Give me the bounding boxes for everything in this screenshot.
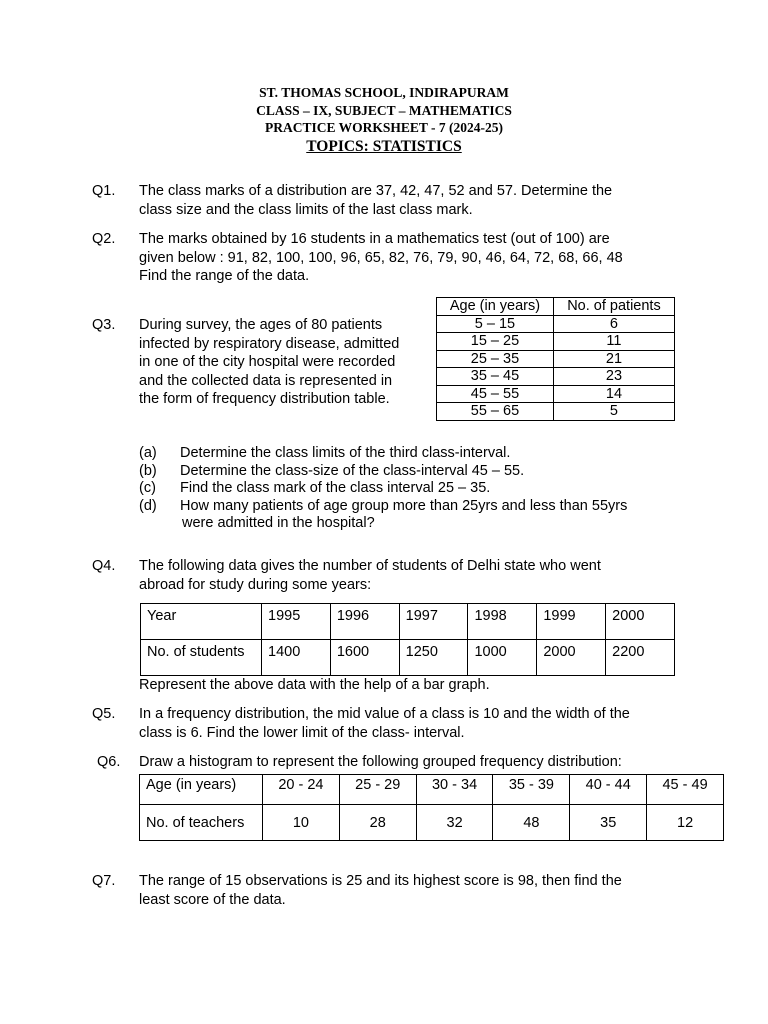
- table-cell: 32: [416, 805, 493, 841]
- subpart-text: Determine the class limits of the third class-interval.: [180, 445, 511, 461]
- table-cell: 1999: [537, 604, 606, 640]
- subpart-text: How many patients of age group more than 25yrs and less than 55yrs: [180, 497, 628, 514]
- table-cell: 35: [570, 805, 647, 841]
- subpart-a: [139, 445, 627, 463]
- table-row: [437, 315, 675, 333]
- table-cell: 6: [553, 315, 674, 333]
- question-number: Q1.: [92, 183, 116, 199]
- question-number: Q5.: [92, 706, 116, 722]
- school-name: ST. THOMAS SCHOOL, INDIRAPURAM: [259, 85, 509, 100]
- table-cell: 1998: [468, 604, 537, 640]
- question-line: the form of frequency distribution table.: [139, 391, 390, 407]
- question-line: given below : 91, 82, 100, 100, 96, 65, 82, 76, 79, 90, 46, 64, 72, 68, 66, 48: [139, 249, 623, 266]
- subpart-text: were admitted in the hospital?: [182, 515, 375, 531]
- column-header: Age (in years): [437, 298, 554, 316]
- table-cell: 1250: [399, 640, 468, 676]
- question-line: class is 6. Find the lower limit of the class- interval.: [139, 724, 465, 741]
- table-row: [140, 805, 724, 841]
- table-cell: 1996: [330, 604, 399, 640]
- table-cell: Age (in years): [140, 775, 263, 805]
- subpart-label: (d): [139, 497, 157, 514]
- subpart-label: (a): [139, 445, 157, 461]
- topics-heading: TOPICS: STATISTICS: [306, 137, 462, 155]
- students-abroad-table: [140, 603, 675, 676]
- table-cell: 1997: [399, 604, 468, 640]
- question-line: Find the range of the data.: [139, 268, 310, 284]
- subpart-text: Find the class mark of the class interval 25 – 35.: [180, 480, 491, 496]
- table-cell: 10: [263, 805, 340, 841]
- worksheet-header: [0, 84, 768, 157]
- table-cell: 28: [339, 805, 416, 841]
- question-number: Q3.: [92, 317, 116, 333]
- table-cell: 1400: [262, 640, 331, 676]
- teachers-age-table: [139, 774, 724, 841]
- table-cell: 35 – 45: [437, 368, 554, 386]
- question-line: and the collected data is represented in: [139, 372, 393, 389]
- table-cell: 30 - 34: [416, 775, 493, 805]
- question-number: Q7.: [92, 873, 116, 889]
- table-cell: 21: [553, 350, 674, 368]
- question-line: The marks obtained by 16 students in a mathematics test (out of 100) are: [139, 231, 610, 247]
- table-row: [437, 333, 675, 351]
- question-1: [92, 182, 682, 219]
- column-header: No. of patients: [553, 298, 674, 316]
- question-line: The range of 15 observations is 25 and its highest score is 98, then find the: [139, 873, 622, 889]
- table-row: [437, 350, 675, 368]
- question-number: Q6.: [97, 754, 121, 770]
- table-row: [140, 775, 724, 805]
- table-header-row: [437, 298, 675, 316]
- table-cell: 45 - 49: [647, 775, 724, 805]
- table-cell: Year: [141, 604, 262, 640]
- question-line: Draw a histogram to represent the following grouped frequency distribution:: [139, 754, 622, 770]
- table-cell: 20 - 24: [263, 775, 340, 805]
- subpart-label: (b): [139, 462, 157, 479]
- table-cell: 1995: [262, 604, 331, 640]
- table-cell: 55 – 65: [437, 403, 554, 421]
- question-4-instruction: Represent the above data with the help of a bar graph.: [139, 677, 490, 693]
- question-3-subparts: [139, 445, 627, 533]
- table-cell: 40 - 44: [570, 775, 647, 805]
- table-cell: 11: [553, 333, 674, 351]
- table-cell: 5 – 15: [437, 315, 554, 333]
- table-row: [141, 640, 675, 676]
- table-row: [141, 604, 675, 640]
- question-number: Q2.: [92, 231, 116, 247]
- table-cell: 23: [553, 368, 674, 386]
- subpart-c: [139, 480, 627, 498]
- question-6: [97, 753, 687, 772]
- question-2: [92, 230, 682, 286]
- table-cell: 12: [647, 805, 724, 841]
- table-cell: No. of students: [141, 640, 262, 676]
- table-row: [437, 403, 675, 421]
- question-7: [92, 872, 682, 909]
- subpart-text: Determine the class-size of the class-interval 45 – 55.: [180, 462, 525, 479]
- table-cell: 25 - 29: [339, 775, 416, 805]
- question-line: In a frequency distribution, the mid value of a class is 10 and the width of the: [139, 706, 630, 722]
- table-cell: 48: [493, 805, 570, 841]
- table-cell: 35 - 39: [493, 775, 570, 805]
- table-row: [437, 385, 675, 403]
- patients-age-table: [436, 297, 675, 421]
- question-line: class size and the class limits of the last class mark.: [139, 201, 473, 218]
- subpart-d: [139, 498, 627, 516]
- table-cell: 1600: [330, 640, 399, 676]
- table-cell: 2200: [606, 640, 675, 676]
- table-cell: 45 – 55: [437, 385, 554, 403]
- worksheet-title: PRACTICE WORKSHEET - 7 (2024-25): [264, 120, 504, 135]
- table-cell: 25 – 35: [437, 350, 554, 368]
- question-line: During survey, the ages of 80 patients: [139, 317, 383, 333]
- question-5: [92, 705, 682, 742]
- table-cell: 5: [553, 403, 674, 421]
- question-line: The following data gives the number of students of Delhi state who went: [139, 558, 601, 574]
- question-line: abroad for study during some years:: [139, 576, 372, 593]
- table-cell: 2000: [606, 604, 675, 640]
- table-row: [437, 368, 675, 386]
- table-cell: 14: [553, 385, 674, 403]
- question-line: infected by respiratory disease, admitted: [139, 335, 400, 352]
- table-cell: No. of teachers: [140, 805, 263, 841]
- question-3: [92, 316, 432, 409]
- table-cell: 1000: [468, 640, 537, 676]
- question-line: The class marks of a distribution are 37, 42, 47, 52 and 57. Determine the: [139, 183, 613, 199]
- question-4: [92, 557, 682, 594]
- question-number: Q4.: [92, 558, 116, 574]
- subpart-d-continued: [139, 515, 627, 533]
- table-cell: 15 – 25: [437, 333, 554, 351]
- question-line: in one of the city hospital were recorded: [139, 354, 396, 370]
- question-line: least score of the data.: [139, 891, 286, 908]
- subpart-b: [139, 463, 627, 481]
- class-subject: CLASS – IX, SUBJECT – MATHEMATICS: [256, 102, 512, 118]
- subpart-label: (c): [139, 480, 156, 496]
- table-cell: 2000: [537, 640, 606, 676]
